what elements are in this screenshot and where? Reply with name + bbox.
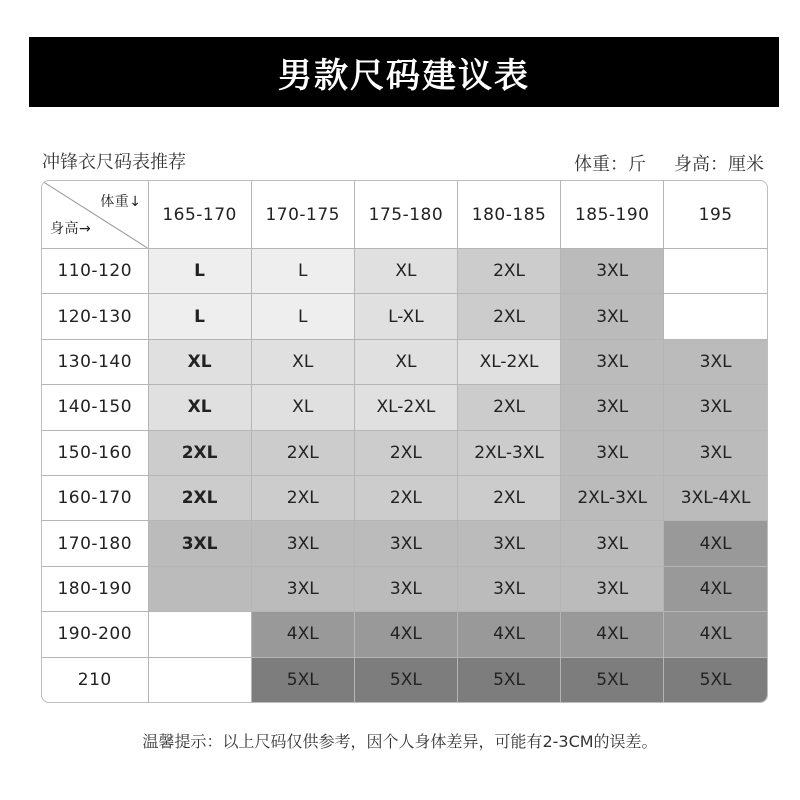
table-row (42, 566, 767, 611)
size-cell (148, 657, 251, 702)
size-cell: 3XL (561, 294, 664, 339)
size-cell: XL-2XL (457, 339, 560, 384)
column-header: 170-175 (251, 181, 354, 249)
column-header: 165-170 (148, 181, 251, 249)
size-cell: 3XL (354, 521, 457, 566)
weight-unit-label: 体重：斤 (574, 154, 646, 175)
size-cell: XL (354, 249, 457, 294)
size-cell: 4XL (664, 566, 767, 611)
size-cell: 2XL (251, 430, 354, 475)
row-header: 190-200 (42, 612, 148, 657)
size-cell: 2XL (354, 475, 457, 520)
corner-weight-label: 体重↓ (100, 194, 142, 210)
size-cell: 3XL-4XL (664, 475, 767, 520)
table-row (42, 657, 767, 702)
size-cell: L-XL (354, 294, 457, 339)
size-cell: L (148, 294, 251, 339)
size-cell: XL (148, 385, 251, 430)
size-cell: 3XL (561, 521, 664, 566)
row-header: 110-120 (42, 249, 148, 294)
size-cell: XL (354, 339, 457, 384)
corner-height-label: 身高→ (50, 221, 92, 237)
size-cell (664, 249, 767, 294)
size-cell: 4XL (561, 612, 664, 657)
size-cell: 3XL (251, 521, 354, 566)
table-row (42, 249, 767, 294)
size-cell: 4XL (354, 612, 457, 657)
table-body (42, 249, 767, 703)
column-header: 180-185 (457, 181, 560, 249)
column-header: 185-190 (561, 181, 664, 249)
size-cell: 2XL (148, 430, 251, 475)
size-cell (148, 612, 251, 657)
row-header: 180-190 (42, 566, 148, 611)
size-cell: L (148, 249, 251, 294)
row-header: 120-130 (42, 294, 148, 339)
size-cell: 5XL (251, 657, 354, 702)
table-row (42, 521, 767, 566)
size-cell: 5XL (561, 657, 664, 702)
row-header: 130-140 (42, 339, 148, 384)
size-cell: 3XL (354, 566, 457, 611)
size-cell: 3XL (561, 430, 664, 475)
size-cell: 2XL-3XL (457, 430, 560, 475)
size-cell: 4XL (664, 612, 767, 657)
size-cell: 2XL-3XL (561, 475, 664, 520)
size-cell: 5XL (354, 657, 457, 702)
column-header: 195 (664, 181, 767, 249)
table-row (42, 612, 767, 657)
size-cell: 3XL (561, 339, 664, 384)
table-subtitle: 冲锋衣尺码表推荐 (42, 152, 186, 173)
size-cell: 2XL (457, 475, 560, 520)
size-cell: 4XL (457, 612, 560, 657)
size-cell: 3XL (148, 521, 251, 566)
row-header: 210 (42, 657, 148, 702)
size-cell: 4XL (251, 612, 354, 657)
size-cell: 2XL (148, 475, 251, 520)
size-cell: XL (148, 339, 251, 384)
size-cell (664, 294, 767, 339)
row-header: 150-160 (42, 430, 148, 475)
size-cell: 2XL (457, 249, 560, 294)
size-cell: 3XL (561, 566, 664, 611)
size-cell: L (251, 294, 354, 339)
table-row (42, 385, 767, 430)
size-cell: 3XL (664, 339, 767, 384)
corner-header-cell (42, 181, 148, 249)
footnote: 温馨提示：以上尺码仅供参考，因个人身体差异，可能有2-3CM的误差。 (142, 732, 658, 751)
size-cell: 3XL (664, 430, 767, 475)
size-cell: 3XL (457, 521, 560, 566)
table-row (42, 294, 767, 339)
size-cell: 3XL (251, 566, 354, 611)
height-unit-label: 身高：厘米 (674, 154, 764, 175)
row-header: 140-150 (42, 385, 148, 430)
size-cell: 5XL (664, 657, 767, 702)
table-row (42, 339, 767, 384)
size-cell: 3XL (561, 385, 664, 430)
size-cell (148, 566, 251, 611)
size-cell: XL (251, 385, 354, 430)
units-legend (574, 150, 764, 176)
size-cell: 4XL (664, 521, 767, 566)
row-header: 170-180 (42, 521, 148, 566)
size-cell: XL-2XL (354, 385, 457, 430)
size-cell: 3XL (664, 385, 767, 430)
size-chart-table (41, 180, 768, 703)
size-cell: L (251, 249, 354, 294)
column-header: 175-180 (354, 181, 457, 249)
size-cell: 2XL (457, 294, 560, 339)
page-title: 男款尺码建议表 (29, 37, 779, 107)
size-cell: 2XL (251, 475, 354, 520)
table-row (42, 430, 767, 475)
size-cell: 3XL (457, 566, 560, 611)
size-cell: 2XL (354, 430, 457, 475)
header-row (42, 181, 767, 249)
size-cell: 5XL (457, 657, 560, 702)
size-cell: XL (251, 339, 354, 384)
size-cell: 3XL (561, 249, 664, 294)
table-row (42, 475, 767, 520)
size-cell: 2XL (457, 385, 560, 430)
row-header: 160-170 (42, 475, 148, 520)
